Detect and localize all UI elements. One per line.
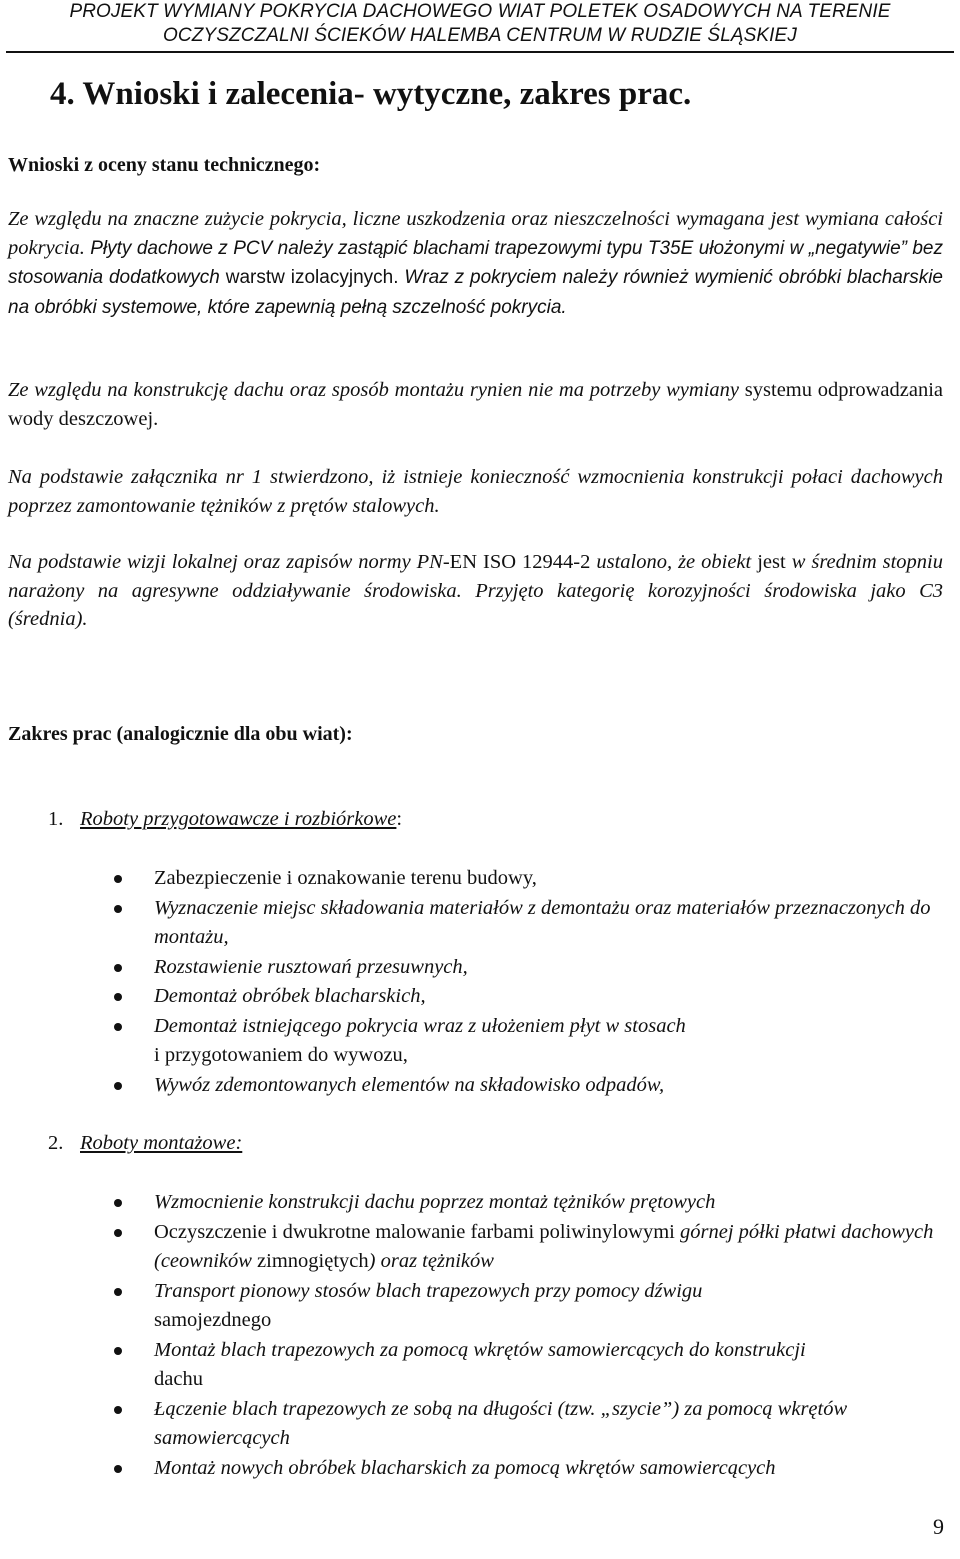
list-item [112, 1218, 942, 1277]
list-item [112, 894, 942, 953]
list-item [112, 1277, 942, 1336]
list-item [112, 1012, 942, 1071]
bullet-icon [114, 1406, 122, 1414]
bullet-icon [114, 1023, 122, 1031]
bullet-icon [114, 905, 122, 913]
item-text: Zabezpieczenie i oznakowanie terenu budowy, [154, 867, 537, 889]
item-text: Oczyszczenie i dwukrotne malowanie farbami poliwinylowymi [154, 1220, 681, 1243]
item-text-continued: dachu [154, 1368, 203, 1390]
item-text-end: ) oraz tężników [368, 1250, 494, 1272]
bullet-icon [114, 1288, 122, 1296]
header-line-1: PROJEKT WYMIANY POKRYCIA DACHOWEGO WIAT POLETEK OSADOWYCH NA TERENIE [69, 1, 891, 22]
item-text: Łączenie blach trapezowych ze sobą na długości (tzw. „szycie”) za pomocą wkrętów samowiercących [154, 1397, 848, 1449]
conclusions-paragraph-3: Na podstawie załącznika nr 1 stwierdzono, iż istnieje konieczność wzmocnienia konstrukcji połaci dachowych poprzez zamontowanie tężników z prętów stalowych. [8, 466, 943, 517]
item-text-italic: górnej półki płatwi dachowych (ceowników [154, 1220, 934, 1272]
conclusions-paragraph-2 [8, 376, 943, 433]
list-item [112, 1188, 942, 1218]
item-text-continued: samojezdnego [154, 1309, 272, 1331]
p4-part-e: w średnim stopniu narażony na agresywne oddziaływanie środowiska. Przyjęto kategorię korozyjności środowiska jako C3 (średnia). [8, 551, 943, 630]
list-item [112, 1336, 942, 1395]
list-item [112, 1071, 942, 1101]
p2-part-b: systemu odprowadzania wody deszczowej. [8, 379, 943, 430]
list-item [112, 1395, 942, 1454]
bullet-icon [114, 1465, 122, 1473]
p1-part-c: warstw izolacyjnych. [219, 267, 399, 288]
p4-part-b: -EN ISO 12944-2 [442, 551, 597, 573]
item-text: Demontaż istniejącego pokrycia wraz z ułożeniem płyt w stosach [154, 1014, 686, 1037]
scope-heading: Zakres prac (analogicznie dla obu wiat): [8, 723, 353, 745]
item-text: Montaż blach trapezowych za pomocą wkrętów samowiercących do konstrukcji [154, 1338, 806, 1361]
item-text: Demontaż obróbek blacharskich, [154, 985, 426, 1007]
scope-group-2-list [112, 1188, 942, 1483]
bullet-icon [114, 993, 122, 1001]
section-title: 4. Wnioski i zalecenia- wytyczne, zakres prac. [50, 76, 692, 112]
p1-part-b: Płyty dachowe z PCV należy zastąpić blachami trapezowymi typu T35E ułożonymi w „negatywie” bez stosowania dodatkowych [8, 237, 943, 288]
bullet-icon [114, 1347, 122, 1355]
list-item [112, 864, 942, 894]
scope-group-1-title [48, 805, 402, 833]
list-item [112, 953, 942, 983]
group-1-label: Roboty przygotowawcze i rozbiórkowe [80, 808, 397, 830]
p1-part-a: Ze względu na znaczne zużycie pokrycia, liczne uszkodzenia oraz nieszczelności wymagana jest wymiana całości pokrycia. [8, 208, 943, 259]
scope-group-1-list [112, 864, 942, 1100]
p1-part-d: Wraz z pokryciem należy również wymienić obróbki blacharskie na obróbki systemowe, które zapewnią pełną szczelność pokrycia. [8, 267, 943, 318]
bullet-icon [114, 875, 122, 883]
item-text-upright: zimnogiętych [251, 1250, 369, 1272]
item-text: Rozstawienie rusztowań przesuwnych, [154, 955, 468, 978]
header-line-2: OCZYSZCZALNI ŚCIEKÓW HALEMBA CENTRUM W RUDZIE ŚLĄSKIEJ [163, 25, 797, 46]
conclusions-paragraph-4 [8, 548, 943, 634]
scope-group-2-title [48, 1129, 242, 1157]
p4-part-c: ustalono, że obiekt [596, 551, 752, 573]
conclusions-paragraph-1 [8, 205, 943, 322]
bullet-icon [114, 1199, 122, 1207]
p4-part-d: jest [751, 551, 792, 573]
header-divider [6, 51, 954, 53]
p4-part-a: Na podstawie wizji lokalnej oraz zapisów normy PN [8, 551, 443, 573]
group-1-number: 1. [48, 808, 64, 830]
item-text: Wzmocnienie konstrukcji dachu poprzez montaż tężników prętowych [154, 1191, 716, 1213]
item-text-continued: i przygotowaniem do wywozu, [154, 1044, 408, 1066]
list-item [112, 982, 942, 1012]
bullet-icon [114, 964, 122, 972]
bullet-icon [114, 1082, 122, 1090]
page-number: 9 [933, 1514, 944, 1539]
group-2-label: Roboty montażowe: [80, 1132, 243, 1154]
item-text: Transport pionowy stosów blach trapezowych przy pomocy dźwigu [154, 1279, 703, 1302]
p2-part-a: Ze względu na konstrukcję dachu oraz sposób montażu rynien nie ma potrzeby wymiany [8, 379, 740, 401]
list-item [112, 1454, 942, 1484]
conclusions-heading: Wnioski z oceny stanu technicznego: [8, 154, 321, 176]
group-1-suffix: : [396, 808, 403, 830]
item-text: Wywóz zdemontowanych elementów na składowisko odpadów, [154, 1073, 665, 1096]
document-header [14, 0, 946, 48]
group-2-number: 2. [48, 1132, 64, 1154]
bullet-icon [114, 1229, 122, 1237]
item-text: Montaż nowych obróbek blacharskich za pomocą wkrętów samowiercących [154, 1456, 776, 1479]
item-text: Wyznaczenie miejsc składowania materiałów z demontażu oraz materiałów przeznaczonych do montażu, [154, 896, 931, 948]
